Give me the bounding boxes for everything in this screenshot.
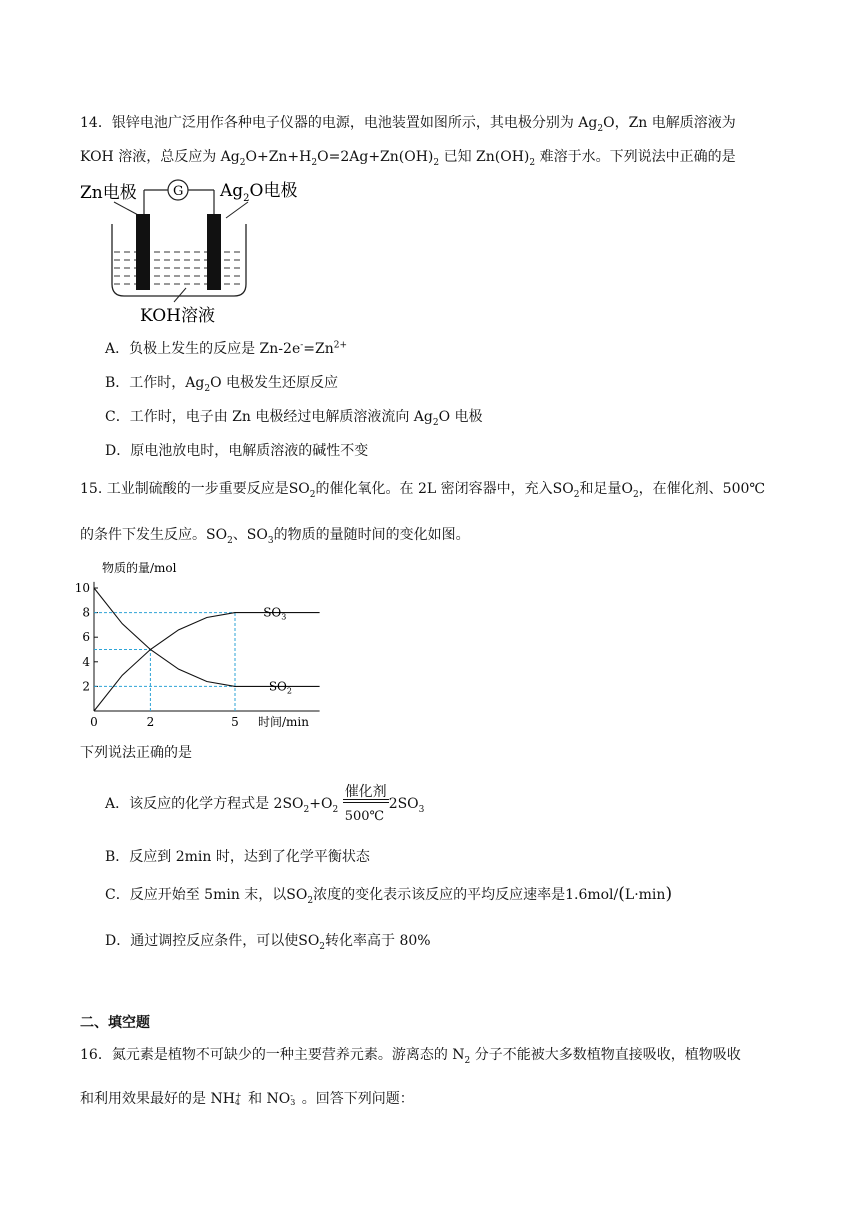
q14-line2: KOH 溶液，总反应为 $Ag_2O+Zn+H_2O=2Ag+Zn(OH)_2$ 已知 $Zn(OH)_2$ 难溶于水。下列说法中正确的是 <box>80 149 736 168</box>
q14-option-a: A．负极上发生的反应是 $Zn-2e^-=Zn^{2+}$ <box>105 340 348 357</box>
mole-time-chart <box>74 558 328 734</box>
series-line-so3 <box>94 613 320 711</box>
x-tick-label: 0 <box>90 715 98 729</box>
ag2o-electrode-label: $Ag_2O$电极 <box>220 181 298 204</box>
koh-solution-label: KOH溶液 <box>140 306 216 326</box>
y-tick-label: 2 <box>82 679 90 694</box>
series-line-so2 <box>94 588 320 686</box>
zn-electrode <box>136 214 150 290</box>
q15-option-d: D．通过调控反应条件，可以使$SO_2$转化率高于 80% <box>105 933 431 952</box>
y-axis-label: 物质的量/mol <box>102 561 177 575</box>
q16-line1: 16．氮元素是植物不可缺少的一种主要营养元素。游离态的 $N_2$ 分子不能被大多数植物直接吸收，植物吸收 <box>80 1047 741 1066</box>
q16-line2: 和利用效果最好的是 NH+ 4 和 NO- 3 。回答下列问题： <box>80 1091 414 1107</box>
series-label-so3: $SO_3$ <box>263 605 287 622</box>
x-tick-label: 5 <box>231 715 239 729</box>
q14-line1: 14．银锌电池广泛用作各种电子仪器的电源，电池装置如图所示，其电极分别为 $Ag_2O$，Zn 电解质溶液为 <box>80 115 736 134</box>
q14-option-c: C．工作时，电子由 Zn 电极经过电解质溶液流向 $Ag_2O$ 电极 <box>105 409 483 428</box>
q15-option-b: B．反应到 2min 时，达到了化学平衡状态 <box>105 849 370 865</box>
y-tick-label: 6 <box>82 630 90 645</box>
q15-prompt: 下列说法正确的是 <box>80 745 192 761</box>
x-axis-label: 时间/min <box>258 715 309 729</box>
y-tick-label: 10 <box>74 581 90 595</box>
q15-option-a: A．该反应的化学方程式是 $2SO_2+O_2$ 催化剂 500℃ $2SO_3$ <box>105 784 425 824</box>
y-tick-label: 4 <box>82 654 90 669</box>
x-tick-label: 2 <box>146 715 155 729</box>
ag2o-electrode <box>207 214 221 290</box>
q15-option-c: C．反应开始至 5min 末，以$SO_2$浓度的变化表示该反应的平均反应速率是1.6mol/(L·min) <box>105 884 673 906</box>
battery-diagram <box>78 172 318 328</box>
svg-text:G: G <box>173 184 184 199</box>
zn-electrode-label: Zn电极 <box>80 183 137 203</box>
section-title: 二、填空题 <box>80 1015 150 1031</box>
q15-line1: 15. 工业制硫酸的一步重要反应是$SO_2$的催化氧化。在 2L 密闭容器中，充入$SO_2$和足量$O_2$，在催化剂、500℃ <box>80 481 766 500</box>
q14-option-b: B．工作时，$Ag_2O$ 电极发生还原反应 <box>105 375 339 394</box>
q14-option-d: D．原电池放电时，电解质溶液的碱性不变 <box>105 443 369 459</box>
q15-line2: 的条件下发生反应。$SO_2$、$SO_3$的物质的量随时间的变化如图。 <box>80 527 470 546</box>
series-label-so2: $SO_2$ <box>268 679 292 696</box>
y-tick-label: 8 <box>82 605 90 620</box>
reaction-condition: 催化剂 500℃ <box>344 784 387 824</box>
